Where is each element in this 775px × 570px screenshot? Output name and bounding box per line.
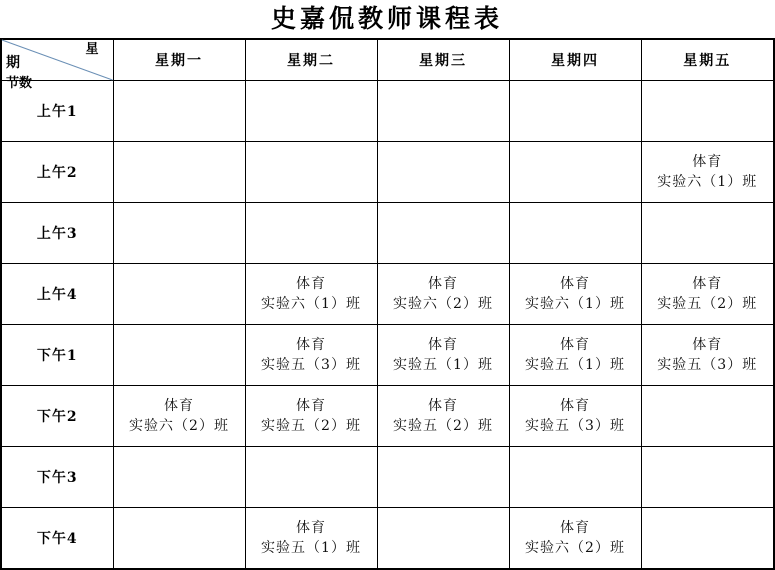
schedule-cell <box>509 142 641 203</box>
cell-class: 实验六（1）班 <box>261 296 361 312</box>
cell-class: 实验五（2）班 <box>657 296 758 312</box>
cell-class: 实验五（3）班 <box>525 418 625 434</box>
table-row <box>1 386 774 447</box>
cell-subject: 体育 <box>296 398 326 414</box>
schedule-cell <box>641 508 774 570</box>
schedule-cell <box>509 386 641 447</box>
table-row <box>1 325 774 386</box>
day-header-thu: 星期四 <box>509 39 641 81</box>
schedule-cell <box>377 508 509 570</box>
schedule-cell <box>509 203 641 264</box>
table-row <box>1 264 774 325</box>
cell-subject: 体育 <box>428 337 458 353</box>
schedule-cell <box>113 142 245 203</box>
cell-class: 实验五（1）班 <box>261 540 361 556</box>
schedule-cell <box>245 264 377 325</box>
schedule-cell <box>245 142 377 203</box>
schedule-cell <box>641 81 774 142</box>
cell-subject: 体育 <box>560 520 590 536</box>
cell-subject: 体育 <box>560 337 590 353</box>
cell-class: 实验六（1）班 <box>525 296 625 312</box>
corner-label-middle: 期 <box>6 55 20 71</box>
schedule-cell <box>641 447 774 508</box>
period-label: 下午4 <box>1 508 113 570</box>
schedule-cell <box>377 81 509 142</box>
cell-subject: 体育 <box>692 154 723 170</box>
cell-class: 实验五（2）班 <box>393 418 493 434</box>
table-row <box>1 142 774 203</box>
schedule-table <box>0 38 775 570</box>
cell-class: 实验五（3）班 <box>657 357 758 373</box>
period-label: 上午3 <box>1 203 113 264</box>
day-header-fri: 星期五 <box>641 39 774 81</box>
schedule-cell <box>641 142 774 203</box>
schedule-body <box>1 81 774 570</box>
cell-class: 实验六（2）班 <box>525 540 625 556</box>
schedule-cell <box>509 447 641 508</box>
schedule-cell <box>245 447 377 508</box>
schedule-cell <box>245 325 377 386</box>
table-row <box>1 508 774 570</box>
schedule-cell <box>245 508 377 570</box>
schedule-cell <box>245 386 377 447</box>
schedule-cell <box>113 386 245 447</box>
day-header-tue: 星期二 <box>245 39 377 81</box>
schedule-cell <box>245 81 377 142</box>
cell-subject: 体育 <box>296 276 326 292</box>
cell-subject: 体育 <box>560 276 590 292</box>
header-row <box>1 39 774 81</box>
cell-class: 实验五（1）班 <box>525 357 625 373</box>
cell-subject: 体育 <box>560 398 590 414</box>
schedule-cell <box>641 325 774 386</box>
schedule-cell <box>509 264 641 325</box>
schedule-cell <box>113 447 245 508</box>
schedule-cell <box>377 264 509 325</box>
schedule-cell <box>245 203 377 264</box>
cell-subject: 体育 <box>428 398 458 414</box>
schedule-cell <box>113 325 245 386</box>
corner-label-bottom: 节数 <box>6 76 33 91</box>
schedule-cell <box>509 81 641 142</box>
cell-subject: 体育 <box>296 520 326 536</box>
cell-class: 实验六（2）班 <box>129 418 229 434</box>
schedule-cell <box>509 508 641 570</box>
cell-class: 实验六（1）班 <box>657 174 758 190</box>
period-label: 上午4 <box>1 264 113 325</box>
schedule-cell <box>377 142 509 203</box>
schedule-cell <box>113 264 245 325</box>
day-header-mon: 星期一 <box>113 39 245 81</box>
schedule-title: 史嘉侃教师课程表 <box>270 4 503 33</box>
schedule-cell <box>377 447 509 508</box>
schedule-cell <box>509 325 641 386</box>
cell-subject: 体育 <box>692 337 723 353</box>
cell-subject: 体育 <box>428 276 458 292</box>
cell-class: 实验五（1）班 <box>393 357 493 373</box>
table-row <box>1 81 774 142</box>
cell-subject: 体育 <box>164 398 194 414</box>
cell-class: 实验五（3）班 <box>261 357 361 373</box>
schedule-cell <box>641 386 774 447</box>
period-label: 下午3 <box>1 447 113 508</box>
schedule-cell <box>113 81 245 142</box>
schedule-cell <box>641 264 774 325</box>
period-label: 上午1 <box>1 81 113 142</box>
schedule-cell <box>641 203 774 264</box>
table-row <box>1 203 774 264</box>
schedule-cell <box>377 203 509 264</box>
period-label: 上午2 <box>1 142 113 203</box>
schedule-cell <box>377 386 509 447</box>
cell-class: 实验六（2）班 <box>393 296 493 312</box>
schedule-cell <box>113 203 245 264</box>
corner-label-top: 星 <box>85 42 99 57</box>
cell-subject: 体育 <box>296 337 326 353</box>
day-header-wed: 星期三 <box>377 39 509 81</box>
period-label: 下午1 <box>1 325 113 386</box>
corner-header <box>1 39 113 91</box>
cell-class: 实验五（2）班 <box>261 418 361 434</box>
period-label: 下午2 <box>1 386 113 447</box>
schedule-cell <box>377 325 509 386</box>
table-row <box>1 447 774 508</box>
cell-subject: 体育 <box>692 276 723 292</box>
schedule-cell <box>113 508 245 570</box>
